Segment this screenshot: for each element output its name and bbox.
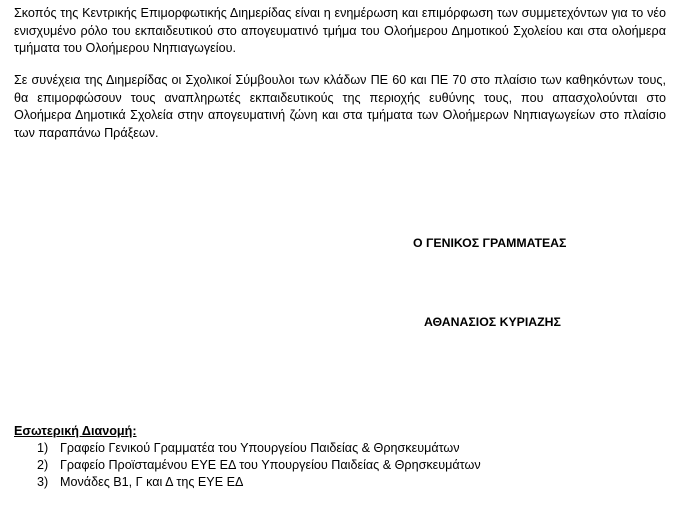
list-item-number: 2) <box>37 458 49 472</box>
list-item-text: Μονάδες Β1, Γ και Δ της ΕΥΕ ΕΔ <box>60 475 244 489</box>
list-item-number: 1) <box>37 441 49 455</box>
paragraph-purpose: Σκοπός της Κεντρικής Επιμορφωτικής Διημερίδας είναι η ενημέρωση και επιμόρφωση των συμμετεχόντων για το νέο ενισχυμένο ρόλο του εκπαιδευτικού στο απογευματινό τμήμα του Ολοήμερου Δημοτικού Σχολείου και στα ολοήμερα τμήματα του Ολοήμερου Νηπιαγωγείου. <box>14 6 666 55</box>
paragraph-followup: Σε συνέχεια της Διημερίδας οι Σχολικοί Σύμβουλοι των κλάδων ΠΕ 60 και ΠΕ 70 στο πλαίσιο των καθηκόντων τους, θα επιμορφώσουν τους αναπληρωτές εκπαιδευτικούς της περιοχής ευθύνης τους, που απασχολούνται στο Ολοήμερα Δημοτικά Σχολεία στην απογευματινή ζώνη και στα τμήματα των Ολοήμερων Νηπιαγωγείων στο πλαίσιο των παραπάνω Πράξεων. <box>14 73 666 140</box>
list-item-number: 3) <box>37 475 49 489</box>
signature-name: ΑΘΑΝΑΣΙΟΣ ΚΥΡΙΑΖΗΣ <box>424 315 561 329</box>
list-item-text: Γραφείο Προϊσταμένου ΕΥΕ ΕΔ του Υπουργείου Παιδείας & Θρησκευμάτων <box>60 458 481 472</box>
distribution-heading: Εσωτερική Διανομή: <box>14 424 137 438</box>
signature-title: Ο ΓΕΝΙΚΟΣ ΓΡΑΜΜΑΤΕΑΣ <box>413 236 567 250</box>
list-item-text: Γραφείο Γενικού Γραμματέα του Υπουργείου Παιδείας & Θρησκευμάτων <box>60 441 460 455</box>
